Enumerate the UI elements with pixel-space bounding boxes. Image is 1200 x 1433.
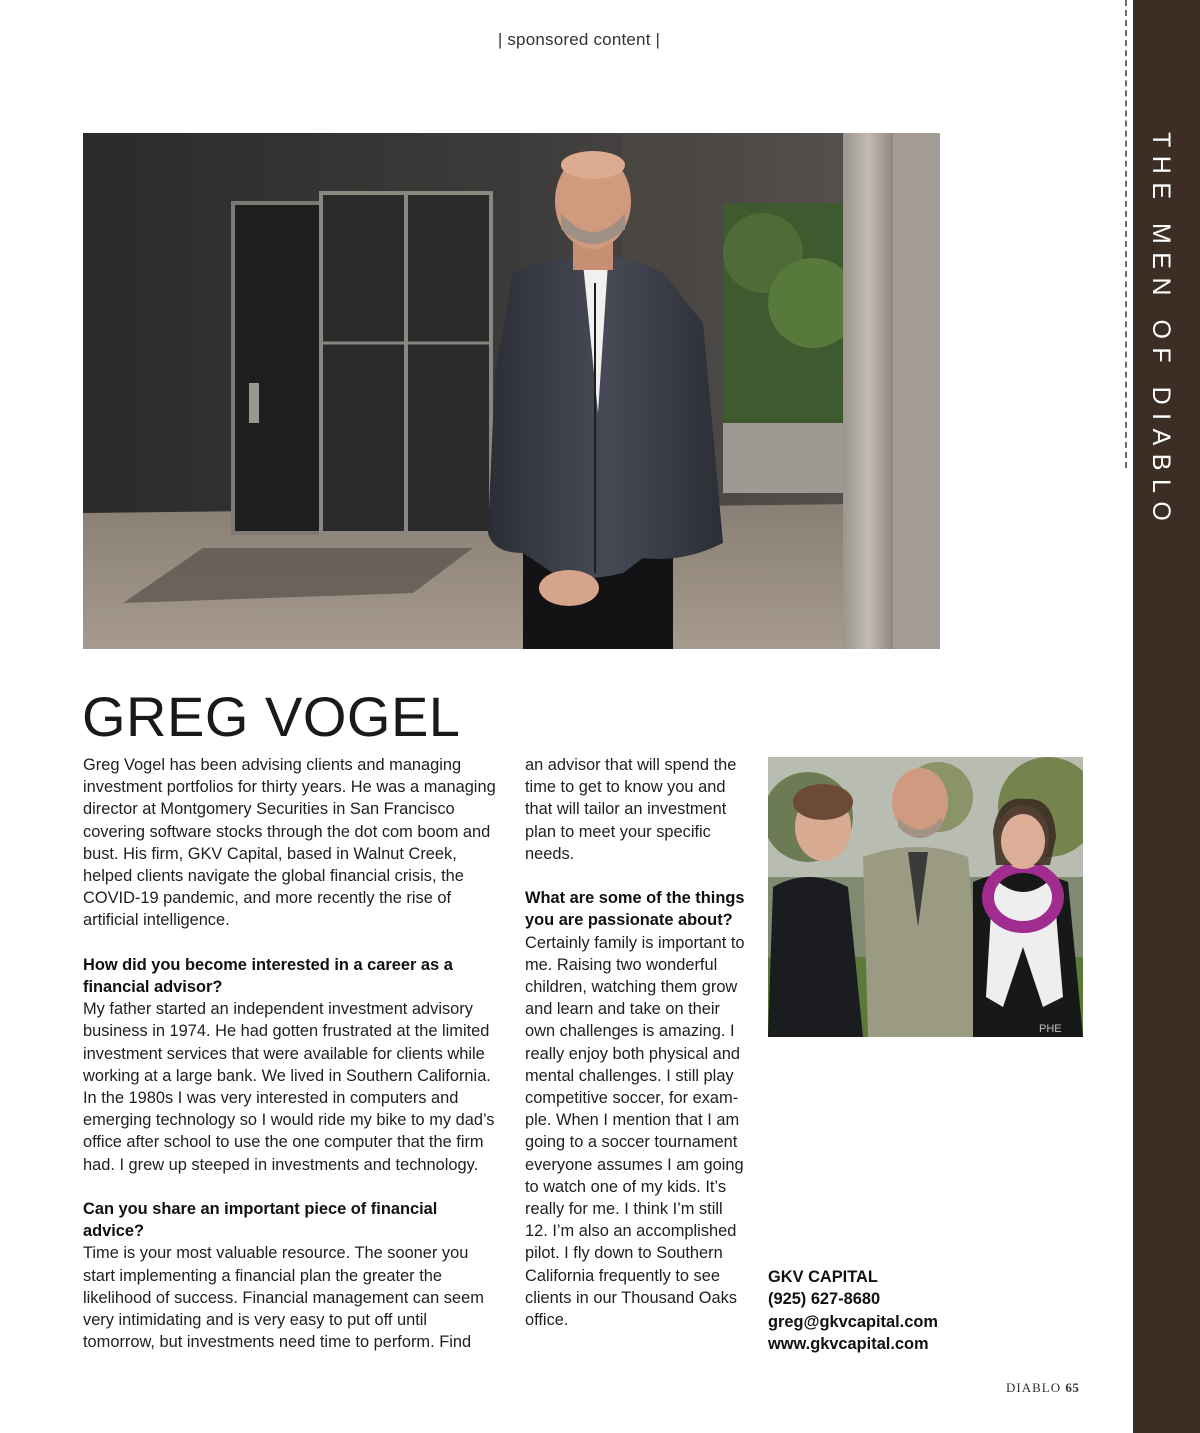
company-name: GKV CAPITAL [768,1268,878,1286]
gown-lettering: PHE [1039,1023,1062,1035]
question-career: How did you become interested in a career as a financial advisor? [83,955,453,997]
portrait-photo [83,133,940,649]
intro-paragraph: Greg Vogel has been advising clients and managing investment portfolios for thirty years. He was a managing director at Montgomery Securities in San Francisco covering software stocks through the dot com boom and bust. His firm, GKV Capital, based in Walnut Creek, helped clients navigate the global financial crisis, the COVID-19 pandemic, and more recently the rise of artificial intelligence. [83,756,496,930]
answer-passions: Certainly family is important to me. Raising two wonderful children, watching them grow and learn and take on their own challenges is amazing. I really enjoy both physical and mental challenges. I still play competitive soccer, for exam-ple. When I mention that I am going to a soccer tournament everyone assumes I am going to watch one of my kids. It’s really for me. I think I’m still 12. I’m also an accomplished pilot. I fly down to Southern California frequently to see clients in our Thousand Oaks office. [525,933,745,1330]
family-photo [768,757,1083,1037]
email-link[interactable]: greg@gkvcapital.com [768,1312,938,1331]
website-link[interactable]: www.gkvcapital.com [768,1334,929,1353]
contact-block [768,1266,1068,1355]
section-title: THE MEN OF DIABLO [1147,132,1175,530]
answer-advice-continued: an advisor that will spend the time to get to know you and that will tailor an investment plan to meet your specific needs. [525,756,737,863]
article-column-left [83,754,501,1353]
page-folio [1006,1380,1079,1396]
sponsored-content-label: | sponsored content | [497,30,661,49]
article-column-middle [525,754,745,1331]
magazine-name: DIABLO [1006,1380,1062,1395]
phone-number: (925) 627-8680 [768,1290,881,1309]
sidebar-dashed-rule [1125,0,1127,468]
question-passions: What are some of the things you are passionate about? [525,889,745,930]
profile-name-heading: GREG VOGEL [82,685,461,748]
page-number: 65 [1065,1380,1080,1395]
answer-career: My father started an independent investment advisory business in 1974. He had gotten frustrated at the limited investment services that were available for clients while working at a large bank. We lived in Southern California. In the 1980s I was very interested in computers and emerging technology so I would ride my bike to my dad’s office after school to use the one computer that the firm had. I grew up steeped in investments and technology. [83,1000,495,1174]
question-advice: Can you share an important piece of financial advice? [83,1200,438,1241]
answer-advice: Time is your most valuable resource. The sooner you start implementing a financial plan the greater the likelihood of success. Financial management can seem very intimidating and is very easy to put off until tomorrow, but investments need time to perform. Find [83,1244,484,1352]
